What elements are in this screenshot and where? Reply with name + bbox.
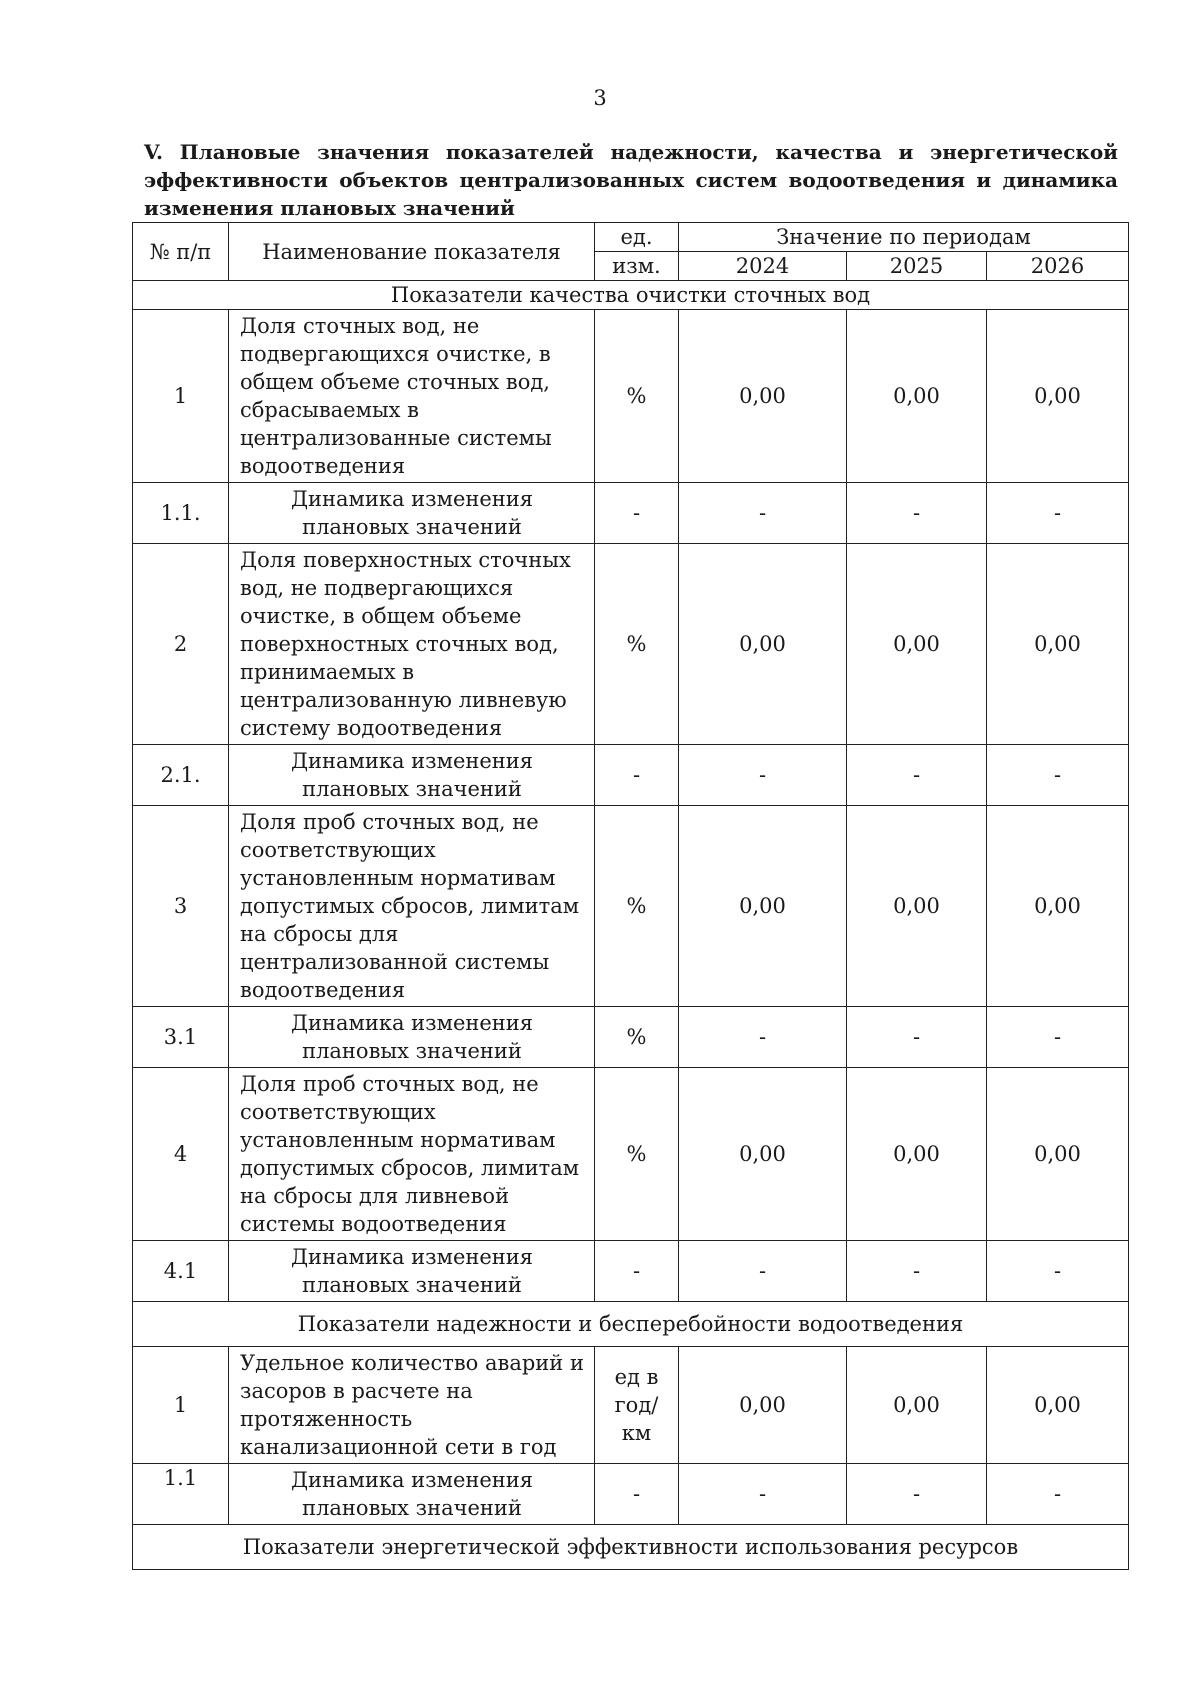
value-2024: - (679, 745, 847, 806)
header-periods: Значение по периодам (679, 223, 1129, 252)
table-row (133, 806, 1129, 1007)
indicator-name: Динамика изменения плановых значений (229, 745, 595, 806)
table-row (133, 1068, 1129, 1241)
unit-cell: % (595, 544, 679, 745)
section-title: Показатели энергетической эффективности использования ресурсов (133, 1525, 1129, 1570)
unit-cell: - (595, 483, 679, 544)
row-number: 3 (133, 806, 229, 1007)
table-row (133, 544, 1129, 745)
table-row (133, 745, 1129, 806)
value-2025: - (847, 1241, 987, 1302)
unit-cell: % (595, 310, 679, 483)
table-row (133, 310, 1129, 483)
row-number: 3.1 (133, 1007, 229, 1068)
page-number: 3 (593, 86, 607, 110)
value-2026: - (987, 483, 1129, 544)
unit-cell: - (595, 1241, 679, 1302)
value-2024: 0,00 (679, 1068, 847, 1241)
row-number: 1 (133, 310, 229, 483)
indicators-table (132, 222, 1129, 1570)
table-row (133, 483, 1129, 544)
value-2025: 0,00 (847, 1347, 987, 1464)
value-2025: - (847, 1007, 987, 1068)
unit-cell: % (595, 1068, 679, 1241)
indicator-name: Динамика изменения плановых значений (229, 1007, 595, 1068)
row-number: 4 (133, 1068, 229, 1241)
table-row (133, 1464, 1129, 1525)
row-number: 4.1 (133, 1241, 229, 1302)
section-heading: V. Плановые значения показателей надежности, качества и энергетической эффективности объектов централизованных систем водоотведения и динамика изменения плановых значений (144, 140, 1118, 220)
value-2026: - (987, 745, 1129, 806)
header-row-1 (133, 223, 1129, 252)
row-number: 1.1 (133, 1464, 229, 1525)
header-num: № п/п (133, 223, 229, 281)
unit-cell: % (595, 806, 679, 1007)
section-row (133, 1525, 1129, 1570)
unit-cell: - (595, 1464, 679, 1525)
header-year-2024: 2024 (679, 252, 847, 281)
value-2025: - (847, 1464, 987, 1525)
indicator-name: Доля проб сточных вод, не соответствующих установленным нормативам допустимых сбросов, лимитам на сбросы для ливневой системы водоотведения (229, 1068, 595, 1241)
value-2026: - (987, 1464, 1129, 1525)
unit-cell: ед в год/ км (595, 1347, 679, 1464)
value-2025: 0,00 (847, 1068, 987, 1241)
value-2026: - (987, 1241, 1129, 1302)
indicator-name: Доля сточных вод, не подвергающихся очистке, в общем объеме сточных вод, сбрасываемых в централизованные системы водоотведения (229, 310, 595, 483)
value-2024: 0,00 (679, 1347, 847, 1464)
value-2026: 0,00 (987, 1068, 1129, 1241)
header-year-2025: 2025 (847, 252, 987, 281)
indicator-name: Доля поверхностных сточных вод, не подвергающихся очистке, в общем объеме поверхностных сточных вод, принимаемых в централизованную ливневую систему водоотведения (229, 544, 595, 745)
row-number: 2.1. (133, 745, 229, 806)
value-2025: 0,00 (847, 310, 987, 483)
value-2025: - (847, 483, 987, 544)
indicator-name: Доля проб сточных вод, не соответствующих установленным нормативам допустимых сбросов, лимитам на сбросы для централизованной системы водоотведения (229, 806, 595, 1007)
unit-cell: - (595, 745, 679, 806)
value-2024: - (679, 1464, 847, 1525)
value-2026: 0,00 (987, 544, 1129, 745)
value-2026: 0,00 (987, 310, 1129, 483)
section-title: Показатели надежности и бесперебойности водоотведения (133, 1302, 1129, 1347)
value-2025: - (847, 745, 987, 806)
section-title: Показатели качества очистки сточных вод (133, 281, 1129, 310)
value-2024: - (679, 1241, 847, 1302)
indicator-name: Динамика изменения плановых значений (229, 1464, 595, 1525)
value-2024: - (679, 1007, 847, 1068)
value-2026: 0,00 (987, 1347, 1129, 1464)
indicator-name: Динамика изменения плановых значений (229, 483, 595, 544)
value-2024: 0,00 (679, 310, 847, 483)
value-2024: - (679, 483, 847, 544)
row-number: 2 (133, 544, 229, 745)
unit-cell: % (595, 1007, 679, 1068)
indicator-name: Удельное количество аварий и засоров в расчете на протяженность канализационной сети в год (229, 1347, 595, 1464)
header-unit-2: изм. (595, 252, 679, 281)
value-2024: 0,00 (679, 544, 847, 745)
table-row (133, 1347, 1129, 1464)
header-name: Наименование показателя (229, 223, 595, 281)
row-number: 1 (133, 1347, 229, 1464)
header-year-2026: 2026 (987, 252, 1129, 281)
value-2024: 0,00 (679, 806, 847, 1007)
value-2025: 0,00 (847, 806, 987, 1007)
value-2026: - (987, 1007, 1129, 1068)
section-row (133, 281, 1129, 310)
section-row (133, 1302, 1129, 1347)
value-2025: 0,00 (847, 544, 987, 745)
row-number: 1.1. (133, 483, 229, 544)
value-2026: 0,00 (987, 806, 1129, 1007)
table-row (133, 1007, 1129, 1068)
table-row (133, 1241, 1129, 1302)
header-unit-1: ед. (595, 223, 679, 252)
indicator-name: Динамика изменения плановых значений (229, 1241, 595, 1302)
